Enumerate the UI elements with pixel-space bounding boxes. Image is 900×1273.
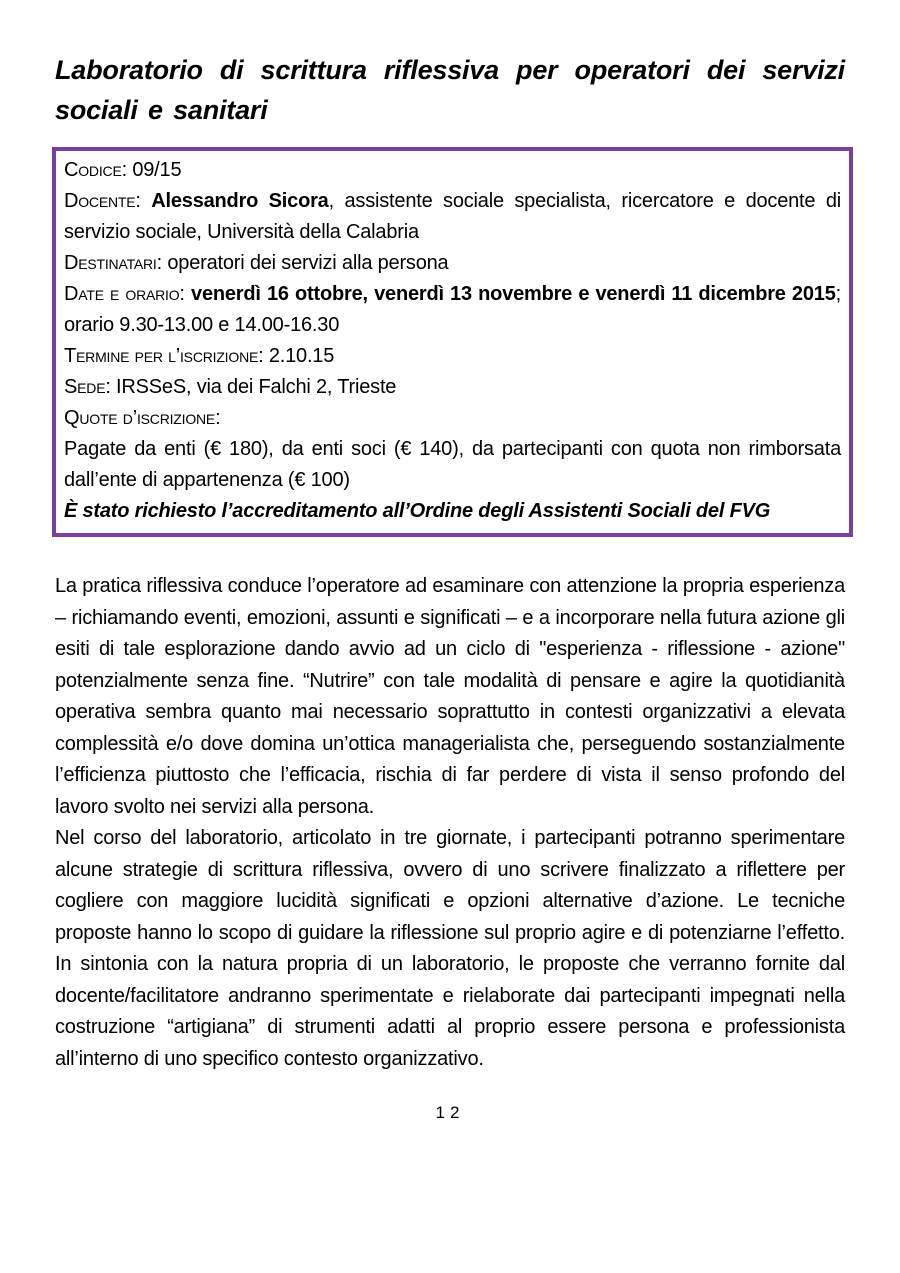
info-row-destinatari [64, 248, 841, 279]
docente-description: , assistente sociale specialista, ricercatore e docente di servizio sociale, Università della Calabria [64, 190, 842, 243]
info-row-sede [64, 372, 841, 403]
info-row-quote [64, 403, 841, 434]
date-orario-label: Date e orario: [64, 283, 185, 305]
destinatari-value: operatori dei servizi alla persona [167, 252, 449, 274]
sede-value: IRSSeS, via dei Falchi 2, Trieste [116, 376, 397, 398]
destinatari-label: Destinatari: [64, 252, 162, 274]
info-row-quote-detail: Pagate da enti (€ 180), da enti soci (€ 140), da partecipanti con quota non rimborsata dall’ente di appartenenza (€ 100) [64, 438, 841, 491]
codice-label: Codice: [64, 159, 127, 181]
description-paragraph-2: Nel corso del laboratorio, articolato in tre giornate, i partecipanti potranno sperimentare alcune strategie di scrittura riflessiva, ovvero di uno scrivere finalizzato a riflettere per cogliere con maggiore lucidità significati e opzioni alternative d’azione. Le tecniche proposte hanno lo scopo di guidare la riflessione sul proprio agire e di potenziarne l’effetto. In sintonia con la natura propria di un laboratorio, le proposte che verranno fornite dal docente/facilitatore andranno sperimentate e rielaborate dai partecipanti impegnati nella costruzione “artigiana” di strumenti adatti al proprio essere persona e professionista all’interno di uno specifico contesto organizzativo. [55, 827, 845, 1070]
page-number: 12 [435, 1103, 465, 1122]
info-row-accreditation: È stato richiesto l’accreditamento all’Ordine degli Assistenti Sociali del FVG [64, 500, 771, 522]
termine-value: 2.10.15 [268, 345, 335, 367]
description-paragraph-1: La pratica riflessiva conduce l’operatore ad esaminare con attenzione la propria esperienza – richiamando eventi, emozioni, assunti e significati – e a incorporare nella futura azione gli esiti di tale esplorazione dando avvio ad un ciclo di "esperienza - riflessione - azione" potenzialmente senza fine. “Nutrire” con tale modalità di pensare e agire la quotidianità operativa sembra quanto mai necessario soprattutto in contesti organizzativi a elevata complessità e/o dove domina un’ottica managerialista che, perseguendo sostanzialmente l’efficienza piuttosto che l’efficacia, rischia di far perdere di vista il senso profondo del lavoro svolto nei servizi alla persona. [55, 575, 845, 818]
docente-label: Docente: [64, 190, 141, 212]
page-title: Laboratorio di scrittura riflessiva per operatori dei servizi sociali e sanitari [55, 55, 845, 125]
date-orario-dates: venerdì 16 ottobre, venerdì 13 novembre e venerdì 11 dicembre 2015 [191, 283, 836, 305]
docente-name: Alessandro Sicora [151, 190, 329, 212]
info-row-docente [64, 186, 841, 248]
info-row-termine [64, 341, 841, 372]
info-row-codice [64, 155, 841, 186]
sede-label: Sede: [64, 376, 111, 398]
quote-label: Quote d’iscrizione: [64, 407, 221, 429]
description-section [55, 571, 845, 1075]
info-row-date-orario [64, 279, 841, 341]
termine-label: Termine per l’iscrizione: [64, 345, 264, 367]
codice-value: 09/15 [132, 159, 182, 181]
course-info-box [52, 147, 853, 537]
date-orario-times: ; orario 9.30-13.00 e 14.00-16.30 [64, 283, 841, 336]
